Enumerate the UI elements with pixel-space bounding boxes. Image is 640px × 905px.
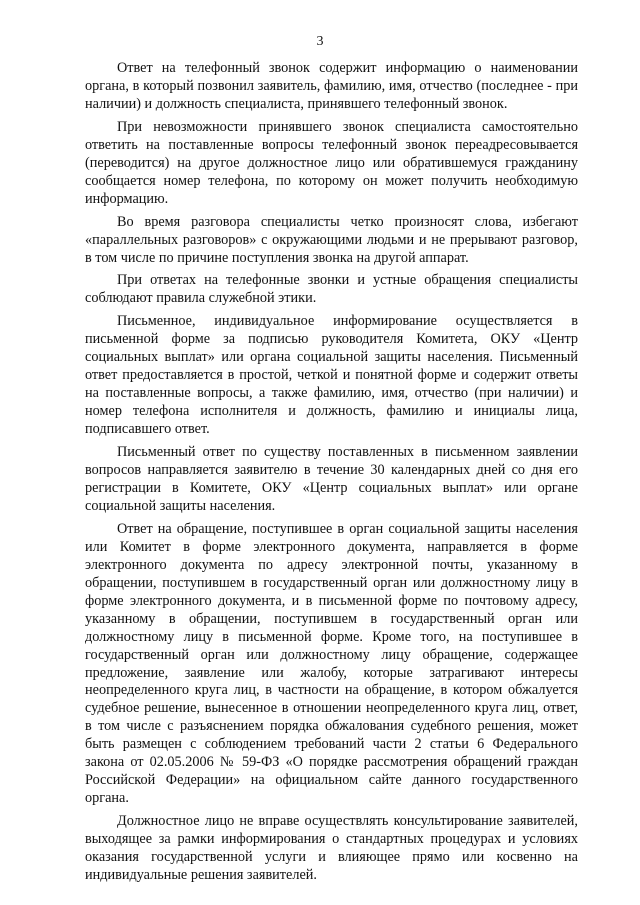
- paragraph-written-informing: Письменное, индивидуальное информирование осуществляется в письменной форме за подписью руководителя Комитета, ОКУ «Центр социальных выплат» или органа социальной защиты населения. Письменный ответ предоставляется в простой, четкой и понятной форме и содержит ответы на поставленные вопросы, а также фамилию, имя, отчество (при наличии) и номер телефона исполнителя и должность, фамилию и инициалы лица, подписавшего ответ.: [85, 313, 578, 438]
- page-number: 3: [316, 34, 324, 49]
- paragraph-call-redirect: При невозможности принявшего звонок специалиста самостоятельно ответить на поставленные вопросы телефонный звонок переадресовывается (переводится) на другое должностное лицо или обратившемуся гражданину сообщается номер телефона, по которому он может получить необходимую информацию.: [85, 118, 578, 207]
- paragraph-phone-answer-content: Ответ на телефонный звонок содержит информацию о наименовании органа, в который позвонил заявитель, фамилию, имя, отчество (последнее - при наличии) и должность специалиста, принявшего телефонный звонок.: [85, 60, 578, 112]
- document-body: [85, 60, 578, 890]
- paragraph-written-answer-deadline: Письменный ответ по существу поставленных в письменном заявлении вопросов направляется заявителю в течение 30 календарных дней со дня его регистрации в Комитете, ОКУ «Центр социальных выплат» или органе социальной защиты населения.: [85, 444, 578, 514]
- paragraph-service-ethics: При ответах на телефонные звонки и устные обращения специалисты соблюдают правила служебной этики.: [85, 272, 578, 307]
- paragraph-electronic-answer: Ответ на обращение, поступившее в орган социальной защиты населения или Комитет в форме электронного документа, направляется в форме электронного документа по адресу электронной почты, указанному в обращении, поступившем в государственный орган или должностному лицу в форме электронного документа, и в письменной форме по почтовому адресу, указанному в обращении, поступившем в государственный орган или должностному лицу в письменной форме. Кроме того, на поступившее в государственный орган или должностному лицу обращение, содержащее предложение, заявление или жалобу, которые затрагивают интересы неопределенного круга лиц, в частности на обращение, в котором обжалуется судебное решение, вынесенное в отношении неопределенного круга лиц, ответ, в том числе с разъяснением порядка обжалования судебного решения, может быть размещен с соблюдением требований части 2 статьи 6 Федерального закона от 02.05.2006 № 59-ФЗ «О порядке рассмотрения обращений граждан Российской Федерации» на официальном сайте данного государственного органа.: [85, 520, 578, 807]
- paragraph-consulting-limits: Должностное лицо не вправе осуществлять консультирование заявителей, выходящее за рамки информирования о стандартных процедурах и условиях оказания государственной услуги и влияющее прямо или косвенно на индивидуальные решения заявителей.: [85, 813, 578, 883]
- paragraph-speech-conduct: Во время разговора специалисты четко произносят слова, избегают «параллельных разговоров» с окружающими людьми и не прерывают разговор, в том числе по причине поступления звонка на другой аппарат.: [85, 213, 578, 266]
